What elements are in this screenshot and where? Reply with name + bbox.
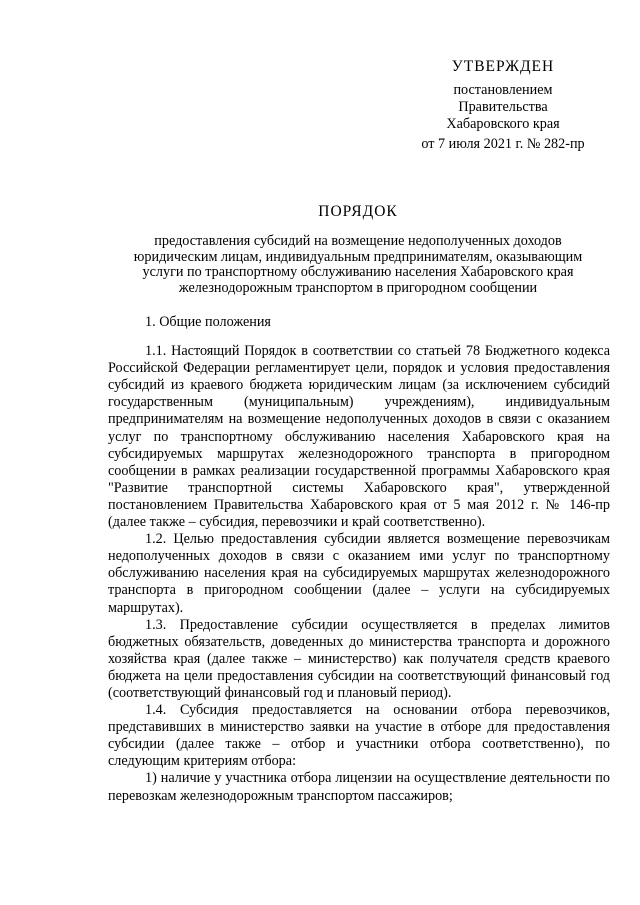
- document-title-block: [108, 203, 608, 296]
- paragraph-1-4: 1.4. Субсидия предоставляется на основании отбора перевозчиков, представивших в министерство заявки на участие в отборе для предоставления субсидии (далее также – отбор и участники отбора соответственно), по следующим критериям отбора:: [108, 702, 610, 770]
- paragraph-1-3: 1.3. Предоставление субсидии осуществляется в пределах лимитов бюджетных обязательств, доведенных до министерства транспорта и дорожного хозяйства края (далее также – министерство) как получателя средств краевого бюджета на цели предоставления субсидии на соответствующий финансовый год (соответствующий финансовый год и плановый период).: [108, 616, 610, 701]
- subtitle-line-1: предоставления субсидий на возмещение недополученных доходов: [154, 233, 562, 249]
- approval-line-1: постановлением: [453, 82, 553, 98]
- approval-date: от 7 июля 2021 г. № 282-пр: [421, 136, 585, 152]
- document-body: [108, 314, 610, 805]
- paragraph-1-2: 1.2. Целью предоставления субсидии является возмещение перевозчикам недополученных доходов в связи с оказанием ими услуг по транспортному обслуживанию населения края на субсидируемых маршрутах железнодорожного транспорта в пригородном сообщении (далее – услуги на субсидируемых маршрутах).: [108, 531, 610, 616]
- subtitle-line-3: услуги по транспортному обслуживанию населения Хабаровского края: [142, 264, 574, 280]
- approval-line-2: Правительства: [458, 99, 548, 115]
- subtitle-line-4: железнодорожным транспортом в пригородном сообщении: [178, 279, 538, 296]
- section-heading: 1. Общие положения: [145, 314, 271, 330]
- criterion-1: 1) наличие у участника отбора лицензии на осуществление деятельности по перевозкам железнодорожным транспортом пассажиров;: [108, 770, 610, 804]
- document-title: ПОРЯДОК: [318, 203, 398, 220]
- document-subtitle: [108, 234, 608, 296]
- approval-stamp: [408, 58, 598, 153]
- approval-heading: УТВЕРЖДЕН: [451, 58, 555, 75]
- approval-line-3: Хабаровского края: [446, 116, 560, 132]
- paragraph-1-1: 1.1. Настоящий Порядок в соответствии со статьей 78 Бюджетного кодекса Российской Федерации регламентирует цели, порядок и условия предоставления субсидий из краевого бюджета юридическим лицам (за исключением субсидий государственным (муниципальным) учреждениям), индивидуальным предпринимателям на возмещение недополученных доходов в связи с оказанием услуг по транспортному обслуживанию населения Хабаровского края на субсидируемых маршрутах железнодорожного транспорта в пригородном сообщении в рамках реализации государственной программы Хабаровского края "Развитие транспортной системы Хабаровского края", утвержденной постановлением Правительства Хабаровского края от 5 мая 2012 г. № 146-пр (далее также – субсидия, перевозчики и край соответственно).: [108, 343, 610, 531]
- subtitle-line-2: юридическим лицам, индивидуальным предпринимателям, оказывающим: [133, 248, 583, 265]
